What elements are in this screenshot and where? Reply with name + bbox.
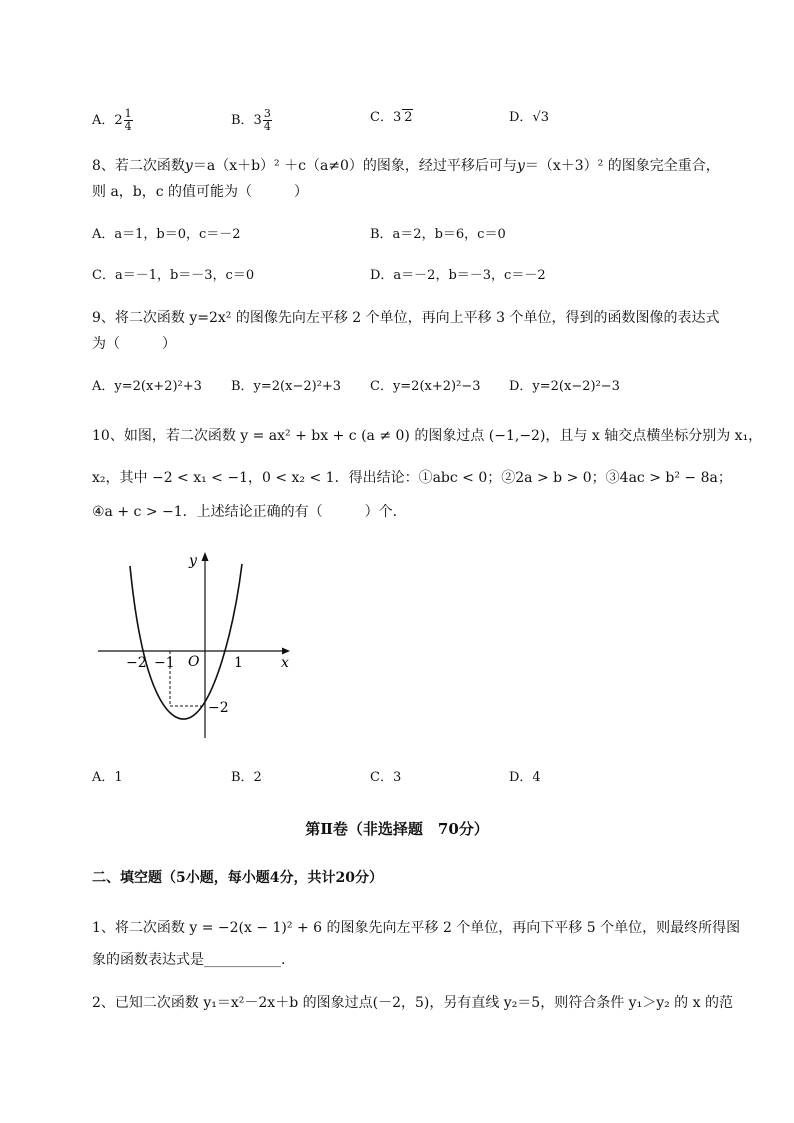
x-axis-label: x — [281, 655, 289, 671]
origin-label: O — [188, 654, 200, 670]
tick-label-1: 1 — [234, 655, 243, 671]
q9-option-c: C．y=2(x+2)²−3 — [370, 379, 481, 394]
q8-option-a: A．a＝1，b＝0，c＝－2 — [92, 227, 241, 242]
fill1-stem-line2: 象的函数表达式是___________. — [92, 952, 286, 968]
q10-option-c: C．3 — [370, 770, 402, 785]
fraction: $\frac{1}{4}$ — [124, 107, 132, 133]
q8-stem-line1: 8、若二次函数y＝a（x＋b）² ＋c（a≠0）的图象，经过平移后可与y＝（x＋3）² 的图象完全重合， — [92, 158, 720, 174]
q7-option-a: A．2 $\frac{1}{4}$ — [92, 107, 132, 133]
fill1-stem-line1: 1、将二次函数 y = −2(x − 1)² + 6 的图象先向左平移 2 个单位，再向下平移 5 个单位，则最终所得图 — [92, 920, 741, 936]
fill2-stem-line1: 2、已知二次函数 y₁＝x²－2x＋b 的图象过点(－2，5)，另有直线 y₂＝5，则符合条件 y₁＞y₂ 的 x 的范 — [92, 995, 733, 1011]
tick-label-minus2: −2 — [126, 655, 147, 671]
q10-stem-line3: ④a + c > −1．上述结论正确的有（ ）个． — [92, 504, 407, 520]
q8-option-d: D．a＝－2，b＝－3，c＝－2 — [370, 268, 546, 283]
q9-stem-line2: 为（ ） — [92, 336, 176, 352]
q10-option-b: B．2 — [231, 770, 262, 785]
q9-option-d: D．y=2(x−2)²−3 — [509, 379, 620, 394]
q7-option-d: D．√3 — [509, 110, 549, 125]
q8-option-c: C．a＝－1，b＝－3，c＝0 — [92, 268, 255, 283]
part-title: 二、填空题（5小题，每小题4分，共计20分） — [92, 870, 383, 886]
q10-stem-line2: x₂，其中 −2 < x₁ < −1，0 < x₂ < 1．得出结论：①abc < 0；②2a > b > 0；③4ac > b² − 8a； — [92, 470, 732, 486]
x-axis-arrow — [282, 648, 290, 655]
parabola-graph — [92, 548, 302, 748]
y-axis-label: y — [189, 553, 197, 569]
q9-option-b: B．y=2(x−2)²+3 — [231, 379, 342, 394]
q9-option-a: A．y=2(x+2)²+3 — [92, 379, 202, 394]
section-title: 第Ⅱ卷（非选择题 70分） — [305, 820, 489, 838]
q9-stem-line1: 9、将二次函数 y=2x² 的图像先向左平移 2 个单位，再向上平移 3 个单位，得到的函数图像的表达式 — [92, 310, 720, 326]
y-axis-arrow — [202, 552, 209, 561]
q7-option-c: C．3 2 — [370, 110, 413, 125]
q7-option-b: B．3 $\frac{3}{4}$ — [231, 107, 271, 133]
y-value-label-minus2: −2 — [208, 700, 229, 716]
parabola-curve — [130, 564, 242, 719]
q10-option-d: D．4 — [509, 770, 541, 785]
q8-stem-line2: 则 a，b，c 的值可能为（ ） — [92, 184, 309, 200]
q10-stem-line1: 10、如图，若二次函数 y = ax² + bx + c (a ≠ 0) 的图象过点 (−1,−2)，且与 x 轴交点横坐标分别为 x₁， — [92, 428, 763, 444]
fraction: $\frac{3}{4}$ — [263, 107, 271, 133]
q8-option-b: B．a＝2，b＝6，c＝0 — [370, 227, 506, 242]
tick-label-minus1: −1 — [154, 655, 175, 671]
q10-option-a: A．1 — [92, 770, 123, 785]
